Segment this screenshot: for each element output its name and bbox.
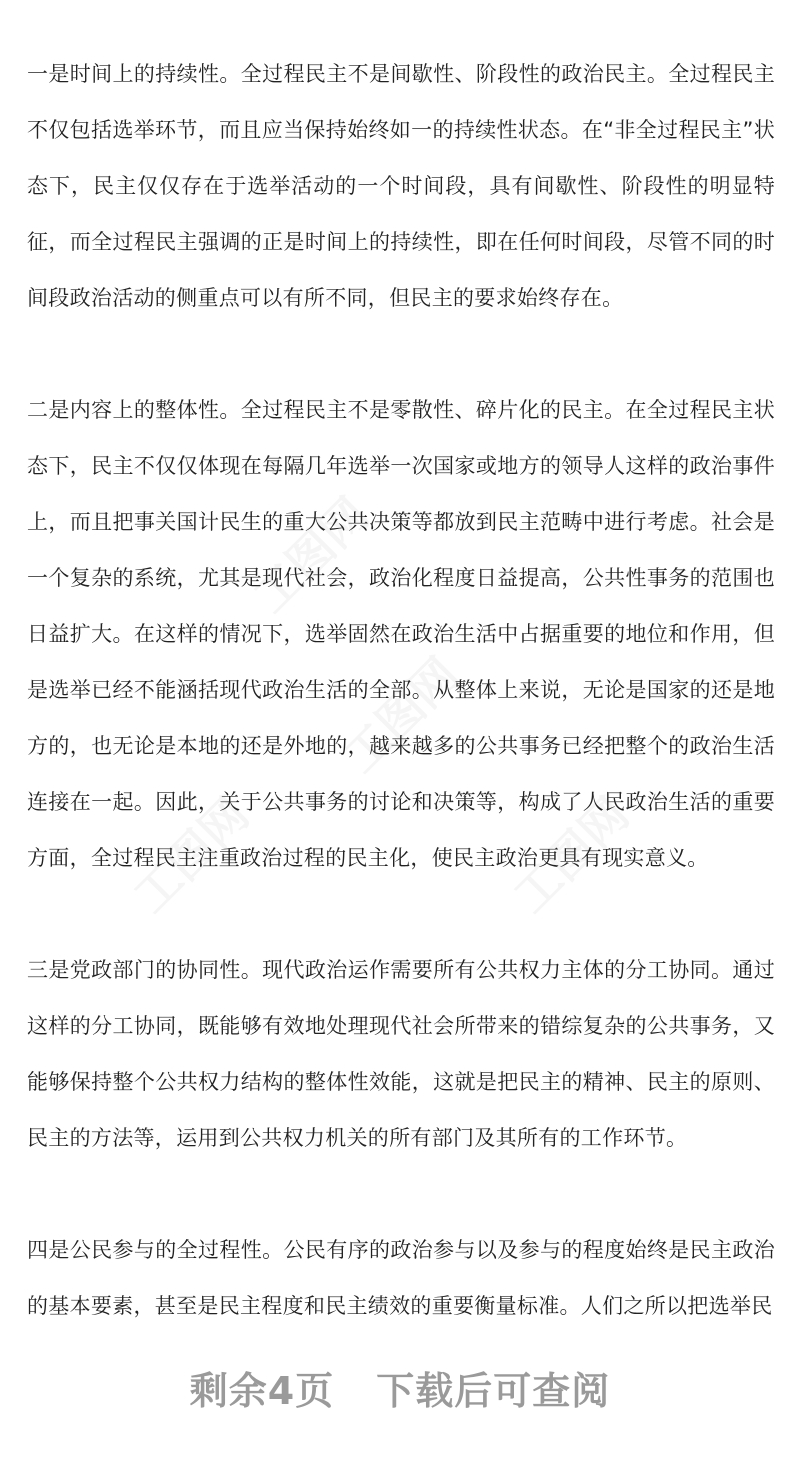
watermark: 工图网 [503,787,640,924]
paragraph-1: 一是时间上的持续性。全过程民主不是间歇性、阶段性的政治民主。全过程民主不仅包括选举环节，而且应当保持始终如一的持续性状态。在“非全过程民主”状态下，民主仅仅存在于选举活动的一个时间段，具有间歇性、阶段性的明显特征，而全过程民主强调的正是时间上的持续性，即在任何时间段，尽管不同的时间段政治活动的侧重点可以有所不同，但民主的要求始终存在。 [27,62,775,310]
watermark: 工图网 [333,647,470,784]
paragraph-2: 二是内容上的整体性。全过程民主不是零散性、碎片化的民主。在全过程民主状态下，民主不仅仅体现在每隔几年选举一次国家或地方的领导人这样的政治事件上，而且把事关国计民生的重大公共决策等都放到民主范畴中进行考虑。社会是一个复杂的系统，尤其是现代社会，政治化程度日益提高，公共性事务的范围也日益扩大。在这样的情况下，选举固然在政治生活中占据重要的地位和作用，但是选举已经不能涵括现代政治生活的全部。从整体上来说，无论是国家的还是地方的，也无论是本地的还是外地的，越来越多的公共事务已经把整个的政治生活连接在一起。因此，关于公共事务的讨论和决策等，构成了人民政治生活的重要方面，全过程民主注重政治过程的民主化，使民主政治更具有现实意义。 [27,398,775,870]
paragraph-4: 四是公民参与的全过程性。公民有序的政治参与以及参与的程度始终是民主政治的基本要素，甚至是民主程度和民主绩效的重要衡量标准。人们之所以把选举民 [27,1238,775,1318]
download-prompt[interactable] [0,1360,800,1415]
download-to-view-label: 下载后可查阅 [376,1369,611,1413]
watermark: 工图网 [123,787,260,924]
watermark: 工图网 [243,487,380,624]
remaining-pages-label: 剩余4页 [189,1369,335,1413]
paragraph-3: 三是党政部门的协同性。现代政治运作需要所有公共权力主体的分工协同。通过这样的分工协同，既能够有效地处理现代社会所带来的错综复杂的公共事务，又能够保持整个公共权力结构的整体性效能，这就是把民主的精神、民主的原则、民主的方法等，运用到公共权力机关的所有部门及其所有的工作环节。 [27,958,775,1150]
document-body [27,46,775,1390]
